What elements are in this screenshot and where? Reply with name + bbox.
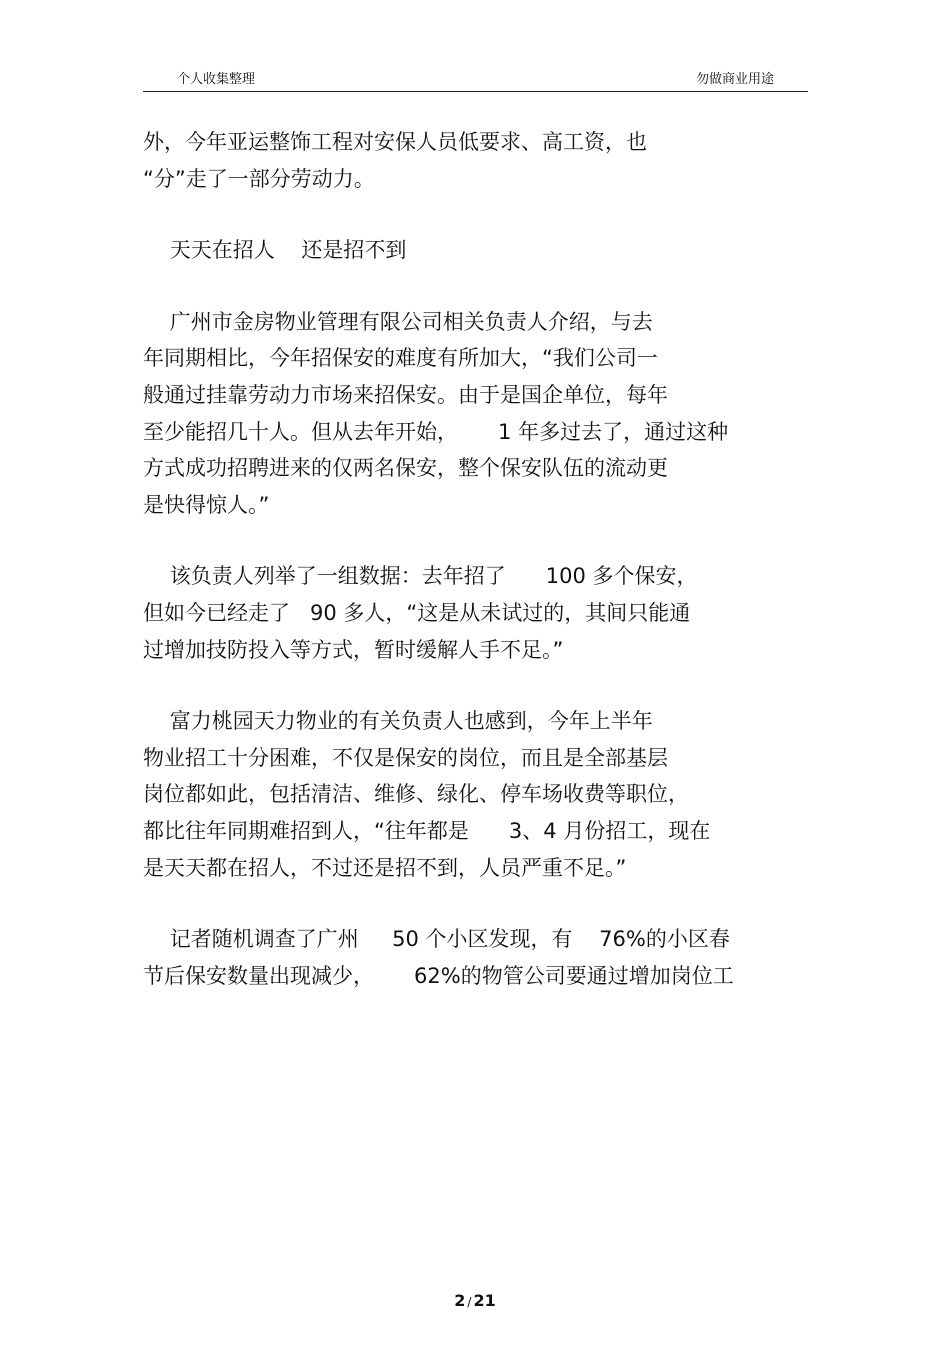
paragraph-gap xyxy=(143,886,793,921)
paragraph xyxy=(143,232,793,269)
page-header xyxy=(143,64,808,92)
page-number xyxy=(0,1291,950,1310)
body-text xyxy=(143,124,793,994)
header-left-text: 个人收集整理 xyxy=(177,72,256,87)
text-line: 天天在招人 还是招不到 xyxy=(143,238,407,263)
paragraph-gap xyxy=(143,269,793,304)
paragraph xyxy=(143,703,793,886)
current-page: 2 xyxy=(454,1291,466,1310)
paragraph-gap xyxy=(143,668,793,703)
text-line: 般通过挂靠劳动力市场来招保安。由于是国企单位，每年 xyxy=(143,382,668,407)
text-line: 外，今年亚运整饰工程对安保人员低要求、高工资，也 xyxy=(143,130,647,154)
text-line: 广州市金房物业管理有限公司相关负责人介绍，与去 xyxy=(143,309,653,334)
text-line: 是快得惊人。” xyxy=(143,492,270,517)
paragraph-gap xyxy=(143,197,793,232)
text-line: 岗位都如此，包括清洁、维修、绿化、停车场收费等职位， xyxy=(143,782,689,807)
text-line: 方式成功招聘进来的仅两名保安，整个保安队伍的流动更 xyxy=(143,456,668,481)
text-line: 都比往年同期难招到人，“往年都是 3、4 月份招工，现在 xyxy=(143,818,711,843)
paragraph xyxy=(143,921,793,994)
paragraph-gap xyxy=(143,523,793,558)
text-line: 是天天都在招人，不过还是招不到，人员严重不足。” xyxy=(143,855,627,880)
page-separator: / xyxy=(467,1295,472,1309)
text-line: 但如今已经走了 90 多人，“这是从未试过的，其间只能通 xyxy=(143,600,691,625)
text-line: 至少能招几十人。但从去年开始， 1 年多过去了，通过这种 xyxy=(143,419,729,444)
text-line: “分”走了一部分劳动力。 xyxy=(143,166,375,191)
total-pages: 21 xyxy=(473,1291,496,1310)
paragraph xyxy=(143,304,793,524)
paragraph xyxy=(143,558,793,668)
text-line: 年同期相比，今年招保安的难度有所加大，“我们公司一 xyxy=(143,346,658,371)
text-line: 富力桃园天力物业的有关负责人也感到，今年上半年 xyxy=(143,709,653,734)
paragraph xyxy=(143,124,793,197)
text-line: 该负责人列举了一组数据：去年招了 100 多个保安， xyxy=(143,564,698,589)
text-line: 物业招工十分困难，不仅是保安的岗位，而且是全部基层 xyxy=(143,745,668,770)
text-line: 记者随机调查了广州 50 个小区发现，有 76%的小区春 xyxy=(143,927,730,952)
text-line: 过增加技防投入等方式，暂时缓解人手不足。” xyxy=(143,637,564,662)
header-right-text: 勿做商业用途 xyxy=(695,72,774,87)
text-line: 节后保安数量出现减少， 62%的物管公司要通过增加岗位工 xyxy=(143,963,734,988)
